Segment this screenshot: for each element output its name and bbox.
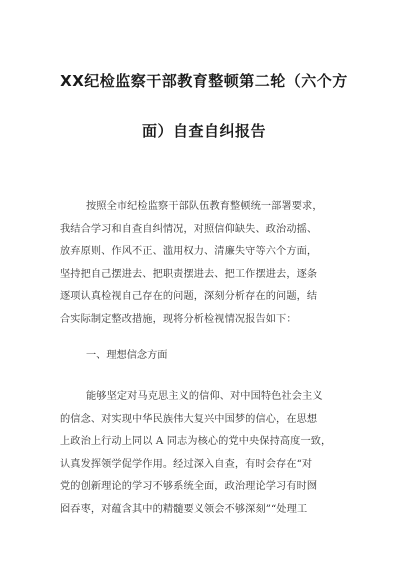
intro-line: 我结合学习和自查自纠情况，对照信仰缺失、政治动摇、 [60,223,318,235]
section-1-paragraph [60,386,360,521]
section-1-line: 上政治上行动上同以 A 同志为核心的党中央保持高度一致， [60,436,332,447]
intro-line: 坚持把自己摆进去、把职责摆进去、把工作摆进去，逐条 [60,268,318,280]
intro-line: 按照全市纪检监察干部队伍教育整顿统一部署要求， [86,201,323,212]
section-1-line: 党的创新理论的学习不够系统全面，政治理论学习有时囫 [60,481,318,492]
section-1-line: 囵吞枣，对蕴含其中的精髓要义领会不够深刻”“处理工 [60,503,308,515]
document-title-line-2: 面）自查自纠报告 [141,122,266,140]
section-1-line: 的信念、对实现中华民族伟大复兴中国梦的信心，在思想 [60,413,318,425]
section-heading-ideals: 一、理想信念方面 [86,350,168,361]
intro-line: 合实际制定整改措施，现将分析检视情况报告如下： [60,313,297,325]
intro-line: 逐项认真检视自己存在的问题，深刻分析存在的问题，结 [60,291,318,302]
document-title-line-1: XX纪检监察干部教育整顿第二轮（六个方 [60,72,348,90]
intro-paragraph [60,196,360,331]
intro-line: 放弃原则、作风不正、滥用权力、清廉失守等六个方面， [60,246,318,257]
section-1-line: 能够坚定对马克思主义的信仰、对中国特色社会主义 [86,391,323,402]
section-1-line: 认真发挥领学促学作用。经过深入自查，有时会存在“对 [60,458,313,470]
